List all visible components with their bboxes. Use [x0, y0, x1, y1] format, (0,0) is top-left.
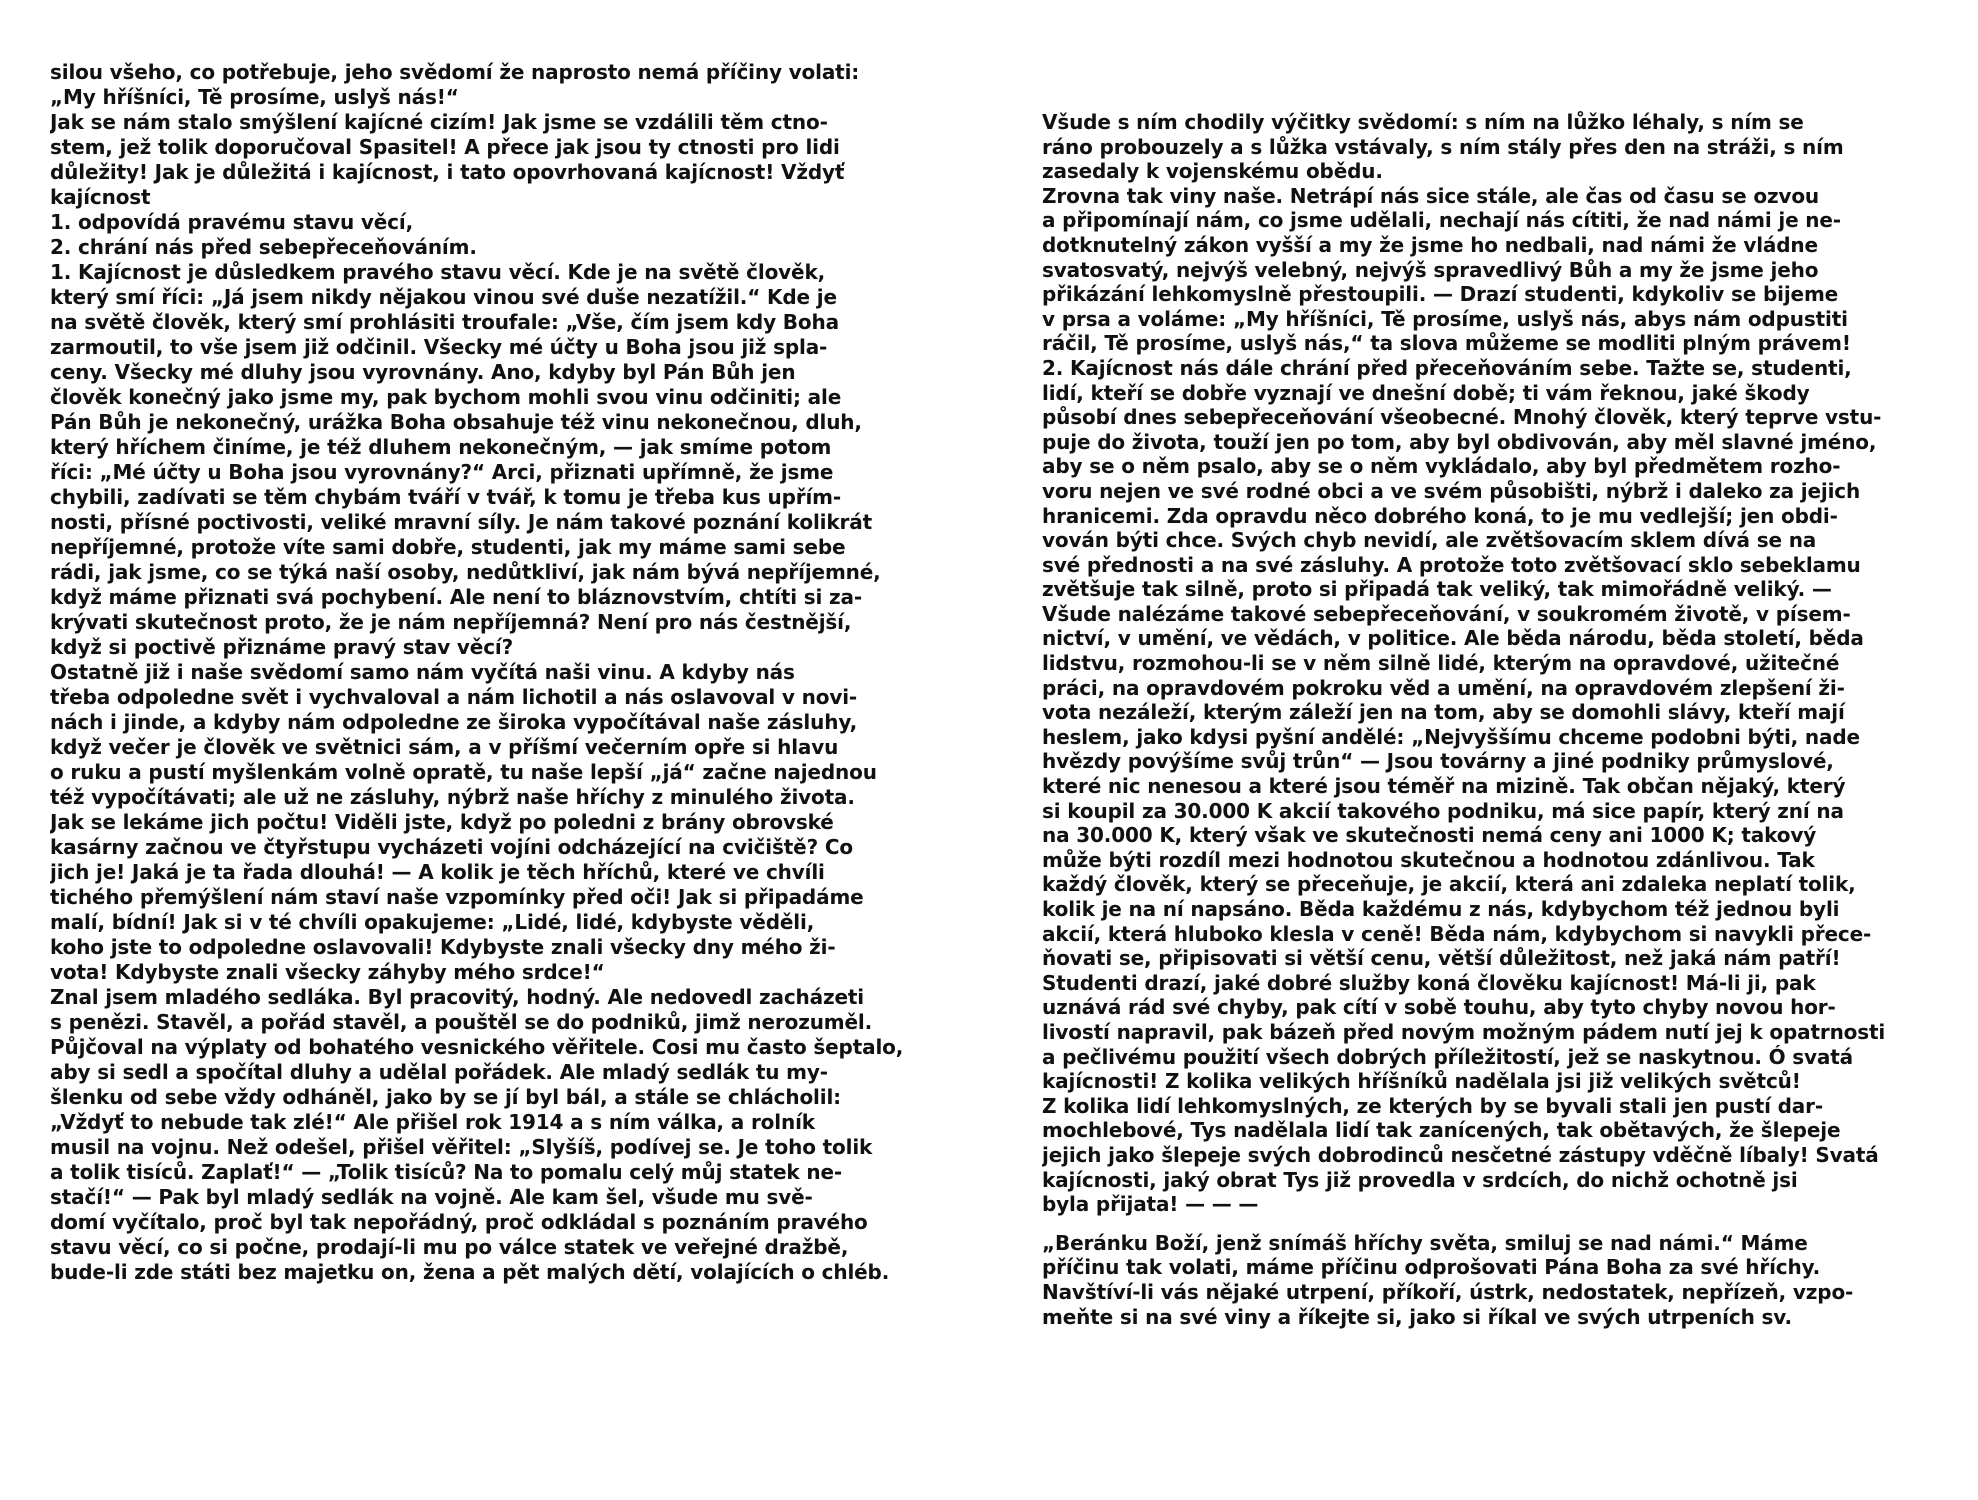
text-line: na 30.000 K, který však ve skutečnosti nemá ceny ani 1000 K; takový [1042, 823, 1817, 848]
text-line: když máme přiznati svá pochybení. Ale není to bláznovstvím, chtíti si za- [50, 585, 863, 609]
text-line: Z kolika lidí lehkomyslných, ze kterých by se byvali stali jen pustí dar- [1042, 1093, 1823, 1118]
text-line: 1. Kajícnost je důsledkem pravého stavu věcí. Kde je na světě člověk, [50, 260, 826, 284]
text-line: akcií, která hluboko klesla v ceně! Běda nám, kdybychom si navykli přece- [1042, 921, 1872, 946]
text-line: nictví, v umění, ve vědách, v politice. Ale běda národu, běda století, běda [1042, 626, 1864, 651]
text-line: aby se o něm psalo, aby se o něm vykládalo, aby byl předmětem rozho- [1042, 454, 1841, 479]
text-line: chybili, zadívati se těm chybám tváří v tvář, k tomu je třeba kus upřím- [50, 485, 842, 509]
text-line: ráno probouzely a s lůžka vstávaly, s ním stály přes den na stráži, s ním [1042, 134, 1844, 159]
text-line: 1. odpovídá pravému stavu věcí, [50, 210, 414, 234]
text-line: vota! Kdybyste znali všecky záhyby mého srdce!“ [50, 960, 605, 984]
text-line: jejich jako šlepeje svých dobrodinců nesčetné zástupy vděčně líbaly! Svatá [1042, 1142, 1879, 1167]
text-line: zvětšuje tak silně, proto si připadá tak veliký, tak mimořádně veliký. — [1042, 577, 1832, 602]
text-line: Zrovna tak viny naše. Netrápí nás sice stále, ale čas od času se ozvou [1042, 183, 1820, 208]
text-line: který hříchem činíme, je též dluhem nekonečným, — jak smíme potom [50, 435, 832, 459]
text-line: též vypočítávati; ale už ne zásluhy, nýbrž naše hříchy z minulého života. [50, 785, 855, 809]
text-line: nepříjemné, protože víte sami dobře, studenti, jak my máme sami sebe [50, 535, 846, 559]
text-line: Ostatně již i naše svědomí samo nám vyčítá naši vinu. A kdyby nás [50, 660, 795, 684]
text-line: šlenku od sebe vždy odháněl, jako by se jí byl bál, a stále se chlácholil: [50, 1085, 842, 1109]
text-line: heslem, jako kdysi pyšní andělé: „Nejvyššímu chceme podobni býti, nade [1042, 724, 1860, 749]
text-line: kajícnosti, jaký obrat Tys již provedla v srdcích, do nichž ochotně jsi [1042, 1167, 1798, 1192]
text-line: důležity! Jak je důležitá i kajícnost, i tato opovrhovaná kajícnost! Vždyť [50, 160, 845, 184]
text-line: rádi, jak jsme, co se týká naší osoby, nedůtkliví, jak nám bývá nepříjemné, [50, 560, 881, 584]
text-line: malí, bídní! Jak si v té chvíli opakujeme: „Lidé, lidé, kdybyste věděli, [50, 910, 815, 934]
text-line: zasedaly k vojenskému obědu. [1042, 159, 1383, 184]
text-line: „Beránku Boží, jenž snímáš hříchy světa, smiluj se nad námi.“ Máme [1042, 1230, 1808, 1255]
text-line: tichého přemýšlení nám staví naše vzpomínky před oči! Jak si připadáme [50, 885, 864, 909]
text-line: kajícnost [50, 185, 151, 209]
text-line: ceny. Všecky mé dluhy jsou vyrovnány. Ano, kdyby byl Pán Bůh jen [50, 360, 796, 384]
text-line: koho jste to odpoledne oslavovali! Kdybyste znali všecky dny mého ži- [50, 935, 836, 959]
text-line: ňovati se, připisovati si větší cenu, větší důležitost, než jaká nám patří! [1042, 946, 1841, 971]
text-line: si koupil za 30.000 K akcií takového podniku, má sice papír, který zní na [1042, 798, 1844, 823]
text-line: hranicemi. Zda opravdu něco dobrého koná, to je mu vedlejší; jen obdi- [1042, 503, 1838, 528]
text-line: a tolik tisíců. Zaplať!“ — „Tolik tisíců? Na to pomalu celý můj statek ne- [50, 1160, 843, 1184]
text-line: dotknutelný zákon vyšší a my že jsme ho nedbali, nad námi že vládne [1042, 232, 1818, 257]
text-line: bude-li zde státi bez majetku on, žena a pět malých dětí, volajících o chléb. [50, 1260, 890, 1284]
text-line: domí vyčítalo, proč byl tak nepořádný, proč odkládal s poznáním pravého [50, 1210, 868, 1234]
text-line: Všude nalézáme takové sebepřeceňování, v soukromém životě, v písem- [1042, 601, 1851, 626]
text-line: které nic nenesou a které jsou téměř na mizině. Tak občan nějaký, který [1042, 774, 1846, 799]
text-line: Znal jsem mladého sedláka. Byl pracovitý, hodný. Ale nedovedl zacházeti [50, 985, 865, 1009]
text-line: své přednosti a na své zásluhy. A protože toto zvětšovací sklo sebeklamu [1042, 552, 1861, 577]
text-line: každý člověk, který se přeceňuje, je akcií, která ani zdaleka neplatí tolik, [1042, 872, 1856, 897]
text-line: působí dnes sebepřeceňování všeobecné. Mnohý člověk, který teprve vstu- [1042, 405, 1882, 430]
text-line: nosti, přísné poctivosti, veliké mravní síly. Je nám takové poznání kolikrát [50, 510, 872, 534]
text-line: lidstvu, rozmohou-li se v něm silně lidé, kterým na opravdové, užitečné [1042, 651, 1840, 676]
text-line: vota nezáleží, kterým záleží jen na tom, aby se domohli slávy, kteří mají [1042, 700, 1845, 725]
text-line: kajícnosti! Z kolika velikých hříšníků nadělala jsi již velikých světců! [1042, 1069, 1801, 1094]
text-line: uznává rád své chyby, pak cítí v sobě touhu, aby tyto chyby novou hor- [1042, 995, 1836, 1020]
text-line: „Vždyť to nebude tak zlé!“ Ale přišel rok 1914 a s ním válka, a rolník [50, 1110, 815, 1134]
text-line: byla přijata! — — — [1042, 1192, 1259, 1217]
text-line: o ruku a pustí myšlenkám volně opratě, tu naše lepší „já“ začne najednou [50, 760, 877, 784]
text-line: práci, na opravdovém pokroku věd a umění, na opravdovém zlepšení ži- [1042, 675, 1845, 700]
text-line: člověk konečný jako jsme my, pak bychom mohli svou vinu odčiniti; ale [50, 385, 842, 409]
text-line: v prsa a voláme: „My hříšníci, Tě prosíme, uslyš nás, abys nám odpustiti [1042, 306, 1848, 331]
text-line: s penězi. Stavěl, a pořád stavěl, a pouštěl se do podniků, jimž nerozuměl. [50, 1010, 873, 1034]
text-line: přikázání lehkomyslně přestoupili. — Drazí studenti, kdykoliv se bijeme [1042, 282, 1839, 307]
text-line: třeba odpoledne svět i vychvaloval a nám lichotil a nás oslavoval v novi- [50, 685, 858, 709]
text-line: nách i jinde, a kdyby nám odpoledne ze široka vypočítával naše zásluhy, [50, 710, 858, 734]
text-line: a připomínají nám, co jsme udělali, nechají nás cítiti, že nad námi je ne- [1042, 208, 1841, 233]
text-line: vován býti chce. Svých chyb nevidí, ale zvětšovacím sklem dívá se na [1042, 528, 1817, 553]
text-line: puje do života, touží jen po tom, aby byl obdivován, aby měl slavné jméno, [1042, 429, 1877, 454]
text-line: „My hříšníci, Tě prosíme, uslyš nás!“ [50, 85, 459, 109]
text-line: hvězdy povýšíme svůj trůn“ — Jsou továrny a jiné podniky průmyslové, [1042, 749, 1834, 774]
text-line: když si poctivě přiznáme pravý stav věcí? [50, 635, 514, 659]
text-line: příčinu tak volati, máme příčinu odprošovati Pána Boha za své hříchy. [1042, 1255, 1821, 1280]
text-line: 2. Kajícnost nás dále chrání před přeceňováním sebe. Tažte se, studenti, [1042, 355, 1852, 380]
text-line: kasárny začnou ve čtyřstupu vycházeti vojíni odcházející na cvičiště? Co [50, 835, 853, 859]
text-line: kolik je na ní napsáno. Běda každému z nás, kdybychom též jednou byli [1042, 897, 1840, 921]
text-line: Studenti drazí, jaké dobré služby koná člověku kajícnost! Má-li ji, pak [1042, 970, 1816, 995]
text-line: krývati skutečnost proto, že je nám nepříjemná? Není pro nás čestnější, [50, 610, 852, 634]
text-line: meňte si na své viny a říkejte si, jako si říkal ve svých utrpeních sv. [1042, 1304, 1792, 1329]
text-line: Pán Bůh je nekonečný, urážka Boha obsahuje též vinu nekonečnou, dluh, [50, 410, 862, 434]
text-line: voru nejen ve své rodné obci a ve svém působišti, nýbrž i daleko za jejich [1042, 478, 1861, 503]
text-line: a pečlivému použití všech dobrých příležitostí, jež se naskytnou. Ó svatá [1042, 1044, 1854, 1069]
text-line: Jak se nám stalo smýšlení kajícné cizím! Jak jsme se vzdálili těm ctno- [50, 110, 828, 134]
text-line: který smí říci: „Já jsem nikdy nějakou vinou své duše nezatížil.“ Kde je [50, 285, 837, 309]
text-line: 2. chrání nás před sebepřeceňováním. [50, 235, 477, 259]
text-line: Všude s ním chodily výčitky svědomí: s ním na lůžko léhaly, s ním se [1042, 110, 1804, 134]
text-line: zarmoutil, to vše jsem již odčinil. Všecky mé účty u Boha jsou již spla- [50, 335, 828, 359]
text-line: na světě člověk, který smí prohlásiti troufale: „Vše, čím jsem kdy Boha [50, 310, 839, 334]
text-line: stem, jež tolik doporučoval Spasitel! A přece jak jsou ty ctnosti pro lidi [50, 135, 840, 159]
text-line: jich je! Jaká je ta řada dlouhá! — A kolik je těch hříchů, které ve chvíli [50, 860, 825, 884]
text-line: silou všeho, co potřebuje, jeho svědomí že naprosto nemá příčiny volati: [50, 60, 860, 84]
text-line: Jak se lekáme jich počtu! Viděli jste, když po poledni z brány obrovské [50, 810, 834, 834]
text-line: svatosvatý, nejvýš velebný, nejvýš spravedlivý Bůh a my že jsme jeho [1042, 257, 1819, 282]
text-line: Navštíví-li vás nějaké utrpení, příkoří, ústrk, nedostatek, nepřízeň, vzpo- [1042, 1279, 1854, 1304]
text-line: aby si sedl a spočítal dluhy a udělal pořádek. Ale mladý sedlák tu my- [50, 1060, 828, 1084]
text-line: livostí napravil, pak bázeň před novým možným pádem nutí jej k opatrnosti [1042, 1019, 1886, 1044]
text-line: ráčil, Tě prosíme, uslyš nás,“ ta slova můžeme se modliti plným právem! [1042, 331, 1851, 356]
text-line: může býti rozdíl mezi hodnotou skutečnou a hodnotou zdánlivou. Tak [1042, 847, 1815, 872]
text-line: mochlebové, Tys nadělala lidí tak zanícených, tak obětavých, že šlepeje [1042, 1118, 1841, 1143]
text-line: lidí, kteří se dobře vyznají ve dnešní době; ti vám řeknou, jaké škody [1042, 380, 1810, 405]
text-line: když večer je člověk ve světnici sám, a v příšmí večerním opře si hlavu [50, 735, 839, 759]
text-line: stačí!“ — Pak byl mladý sedlák na vojně. Ale kam šel, všude mu svě- [50, 1185, 813, 1209]
text-line: říci: „Mé účty u Boha jsou vyrovnány?“ Arci, přiznati upřímně, že jsme [50, 460, 834, 484]
right-page [990, 0, 1978, 1500]
text-line: musil na vojnu. Než odešel, přišel věřitel: „Slyšíš, podívej se. Je toho tolik [50, 1135, 873, 1159]
text-line: stavu věcí, co si počne, prodají-li mu po válce statek ve veřejné dražbě, [50, 1235, 849, 1259]
text-line: Půjčoval na výplaty od bohatého vesnického věřitele. Cosi mu často šeptalo, [50, 1035, 904, 1059]
